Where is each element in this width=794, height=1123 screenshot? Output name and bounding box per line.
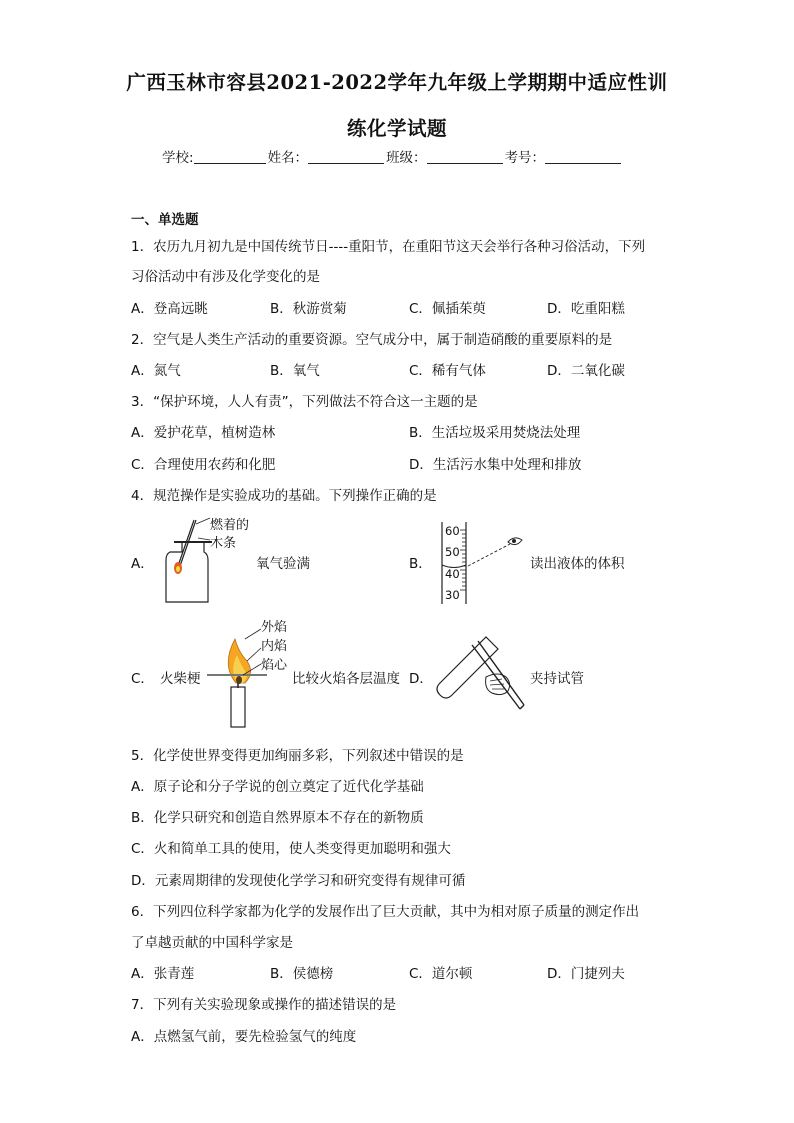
flame-core-label: 焰心 — [261, 658, 288, 673]
q3-option-b[interactable]: B．生活垃圾采用焚烧法处理 — [409, 425, 581, 441]
q7-stem: 7．下列有关实验现象或操作的描述错误的是 — [131, 997, 397, 1013]
q1-option-d[interactable]: D．吃重阳糕 — [547, 301, 625, 317]
name-label: 姓名： — [267, 150, 309, 166]
q5-option-d[interactable]: D．元素周期律的发现使化学学习和研究变得有规律可循 — [131, 873, 466, 889]
q5-option-c[interactable]: C．火和简单工具的使用，使人类变得更加聪明和强大 — [131, 841, 451, 857]
exam-title-line1: 广西玉林市容县2021-2022学年九年级上学期期中适应性训 — [126, 71, 668, 94]
q4-option-c-caption: 比较火焰各层温度 — [292, 671, 400, 687]
q4-option-a-letter[interactable]: A． — [131, 556, 154, 572]
outer-flame-label: 外焰 — [261, 620, 288, 635]
q4-option-a-caption: 氧气验满 — [256, 556, 310, 572]
gas-bottle-icon — [166, 542, 208, 602]
q6-option-d[interactable]: D．门捷列夫 — [547, 966, 625, 982]
name-blank[interactable] — [308, 149, 384, 164]
q3-stem: 3．“保护环境，人人有责”，下列做法不符合这一主题的是 — [131, 394, 478, 410]
school-label: 学校: — [162, 150, 194, 166]
q6-stem-line1: 6．下列四位科学家都为化学的发展作出了巨大贡献，其中为相对原子质量的测定作出 — [131, 904, 640, 920]
q6-option-b[interactable]: B．侯德榜 — [270, 966, 334, 982]
class-blank[interactable] — [427, 149, 503, 164]
tick-50: 50 — [445, 545, 460, 559]
exam-title-line2: 练化学试题 — [346, 117, 447, 140]
q5-option-a[interactable]: A．原子论和分子学说的创立奠定了近代化学基础 — [131, 779, 424, 795]
fig-a-label-2: 木条 — [210, 536, 237, 551]
exam-no-blank[interactable] — [545, 149, 621, 164]
q4-figure-a-oxygen-test — [160, 512, 250, 612]
q3-option-d[interactable]: D．生活污水集中处理和排放 — [409, 457, 582, 473]
q2-option-d[interactable]: D．二氧化碳 — [547, 363, 625, 379]
q6-option-c[interactable]: C．道尔顿 — [409, 966, 473, 982]
class-label: 班级： — [386, 150, 427, 166]
q2-option-b[interactable]: B．氧气 — [270, 363, 320, 379]
inner-flame-label: 内焰 — [261, 639, 288, 654]
school-blank[interactable] — [194, 149, 266, 164]
q1-stem-line2: 习俗活动中有涉及化学变化的是 — [131, 269, 320, 285]
q6-stem-line2: 了卓越贡献的中国科学家是 — [131, 935, 293, 951]
tick-60: 60 — [445, 524, 460, 538]
q1-option-b[interactable]: B．秋游赏菊 — [270, 301, 347, 317]
q4-option-b-caption: 读出液体的体积 — [530, 556, 625, 572]
q1-option-c[interactable]: C．佩插茱萸 — [409, 301, 486, 317]
candle-icon — [231, 687, 245, 727]
q4-figure-d-test-tube — [432, 637, 528, 719]
q4-stem: 4．规范操作是实验成功的基础。下列操作正确的是 — [131, 488, 437, 504]
section-heading: 一、单选题 — [131, 212, 199, 228]
q3-option-c[interactable]: C．合理使用农药和化肥 — [131, 457, 276, 473]
q7-option-a[interactable]: A．点燃氢气前，要先检验氢气的纯度 — [131, 1029, 357, 1045]
eye-icon — [508, 538, 522, 545]
q3-option-a[interactable]: A．爱护花草，植树造林 — [131, 425, 276, 441]
q4-option-d-caption: 夹持试管 — [530, 671, 584, 687]
fig-a-label-1: 燃着的 — [210, 518, 250, 533]
q1-option-a[interactable]: A．登高远眺 — [131, 301, 208, 317]
q4-figure-c-candle — [205, 617, 297, 733]
q5-option-b[interactable]: B．化学只研究和创造自然界原本不存在的新物质 — [131, 810, 424, 826]
student-info-row — [162, 146, 623, 166]
q4-option-c-letter[interactable]: C． — [131, 671, 154, 687]
q4-option-d-letter[interactable]: D． — [409, 671, 433, 687]
q2-stem: 2．空气是人类生产活动的重要资源。空气成分中，属于制造硝酸的重要原料的是 — [131, 332, 613, 348]
q4-option-b-letter[interactable]: B． — [409, 556, 432, 572]
q1-stem-line1: 1．农历九月初九是中国传统节日----重阳节，在重阳节这天会举行各种习俗活动，下列 — [131, 239, 646, 255]
q2-option-c[interactable]: C．稀有气体 — [409, 363, 486, 379]
q4-option-c-match-label: 火柴梗 — [160, 671, 201, 687]
tick-40: 40 — [445, 567, 460, 581]
q5-stem: 5．化学使世界变得更加绚丽多彩，下列叙述中错误的是 — [131, 748, 464, 764]
q4-figure-b-cylinder — [430, 520, 526, 614]
exam-no-label: 考号： — [504, 150, 546, 166]
sight-line — [468, 544, 510, 566]
tick-30: 30 — [445, 588, 460, 602]
q6-option-a[interactable]: A．张青莲 — [131, 966, 195, 982]
tube-holder-icon — [472, 645, 520, 709]
q2-option-a[interactable]: A．氮气 — [131, 363, 181, 379]
